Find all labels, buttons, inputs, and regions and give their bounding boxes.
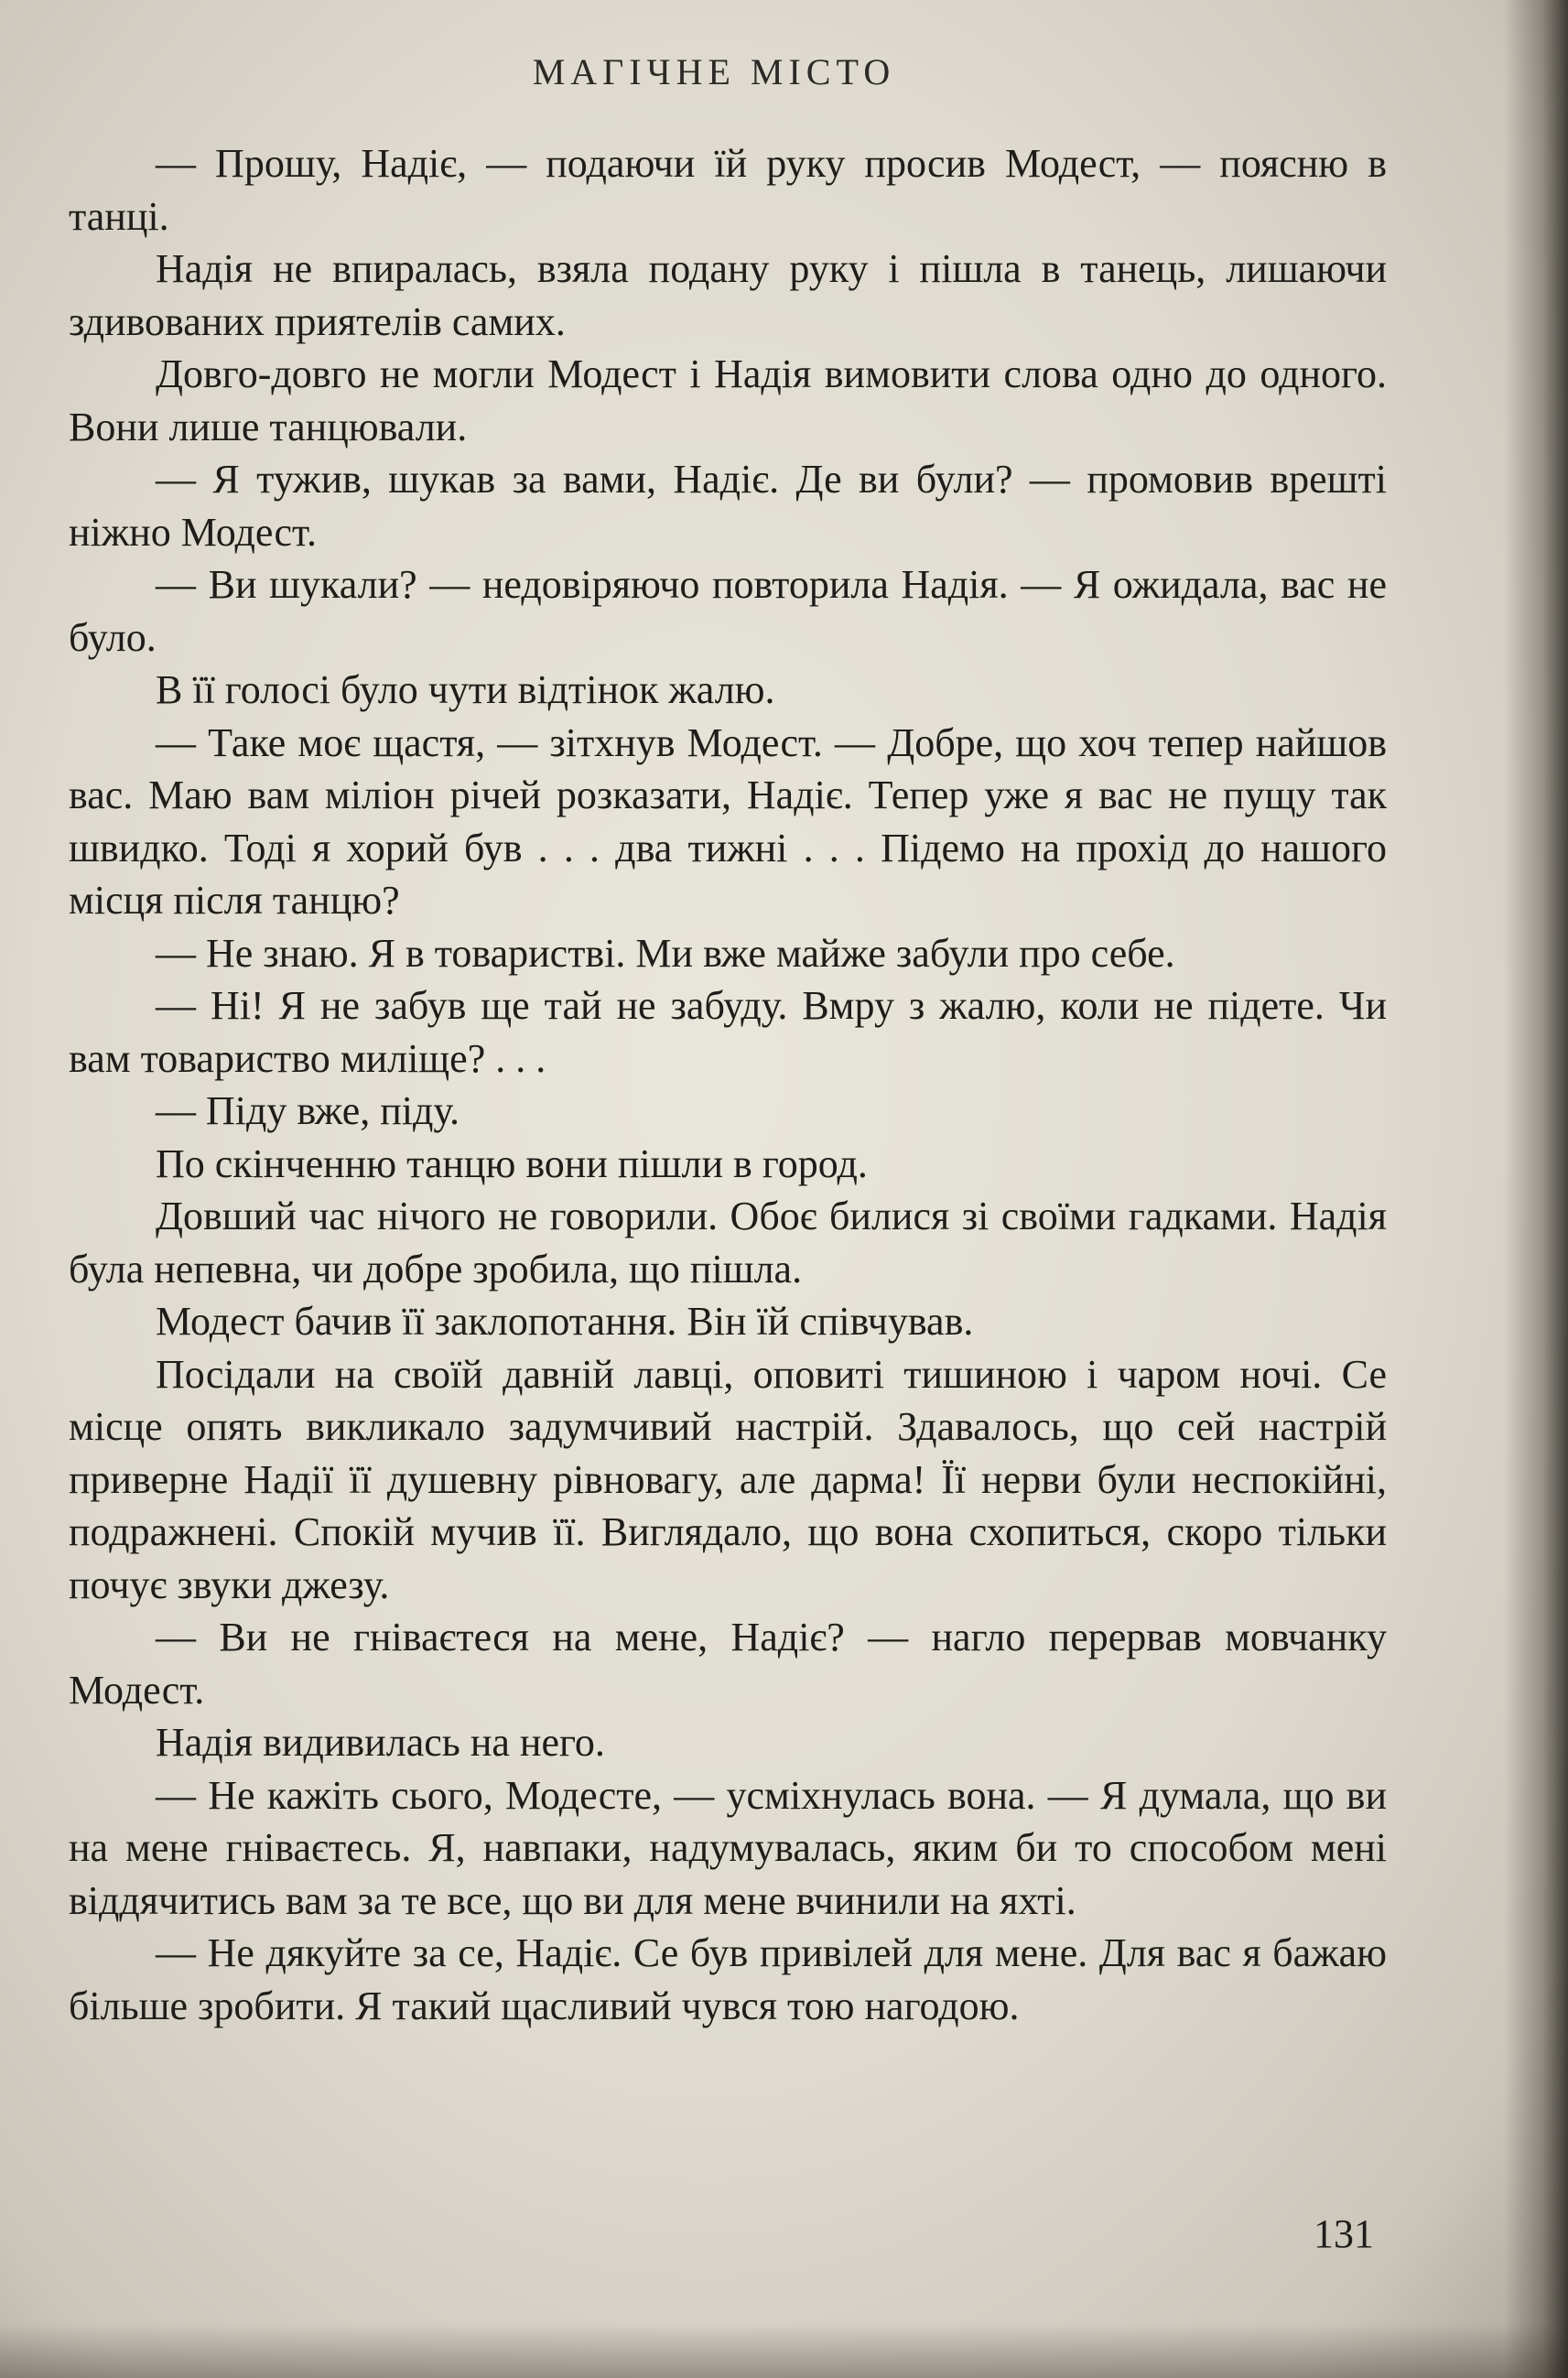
paragraph: — Таке моє щастя, — зітхнув Модест. — Добре, що хоч тепер найшов вас. Маю вам міліон річей розказати, Надіє. Тепер уже я вас не пущу так швидко. Тоді я хорий був . . . два тижні . . . Підемо на прохід до нашого місця після танцю? — [69, 719, 1387, 923]
paragraph: Надія видивилась на него. — [156, 1720, 605, 1765]
paragraph: — Я тужив, шукав за вами, Надіє. Де ви були? — промовив врешті ніжно Модест. — [69, 457, 1387, 555]
paragraph: — Не знаю. Я в товаристві. Ми вже майже забули про себе. — [156, 930, 1175, 976]
paragraph: По скінченню танцю вони пішли в город. — [156, 1140, 868, 1186]
page-edge-shadow — [1504, 0, 1568, 2378]
paragraph: Довший час нічого не говорили. Обоє билися зі своїми гадками. Надія була непевна, чи добре зробила, що пішла. — [69, 1194, 1387, 1292]
paragraph: — Прошу, Надіє, — подаючи їй руку просив Модест, — поясню в танці. — [69, 141, 1387, 239]
paragraph: Довго-довго не могли Модест і Надія вимовити слова одно до одного. Вони лише танцювали. — [69, 351, 1387, 449]
paragraph: — Ні! Я не забув ще тай не забуду. Вмру з жалю, коли не підете. Чи вам товариство миліще? . . . — [69, 983, 1387, 1081]
paragraph: — Ви шукали? — недовіряючо повторила Надія. — Я ожидала, вас не було. — [69, 562, 1387, 660]
paragraph: В її голосі було чути відтінок жалю. — [156, 667, 775, 712]
page-bottom-shadow — [0, 2323, 1568, 2378]
page-number: 131 — [1314, 2211, 1374, 2256]
running-title: МАГІЧНЕ МІСТО — [532, 51, 896, 92]
paragraph: — Ви не гніваєтеся на мене, Надіє? — нагло перервав мовчанку Модест. — [69, 1615, 1387, 1713]
body-text — [69, 137, 1387, 2032]
paragraph: — Не дякуйте за се, Надіє. Се був привілей для мене. Для вас я бажаю більше зробити. Я такий щасливий чувся тою нагодою. — [69, 1930, 1387, 2028]
paragraph: Модест бачив її заклопотання. Він їй співчував. — [156, 1299, 974, 1344]
paragraph: Посідали на своїй давній лавці, оповиті тишиною і чаром ночі. Се місце опять викликало задумчивий настрій. Здавалось, що сей настрій приверне Надії її душевну рівновагу, але дарма! Її нерви були неспокійні, подражнені. Спокій мучив її. Виглядало, що вона схопиться, скоро тільки почує звуки джезу. — [69, 1351, 1387, 1607]
paragraph: Надія не впиралась, взяла подану руку і пішла в танець, лишаючи здивованих приятелів самих. — [69, 246, 1387, 344]
paragraph: — Піду вже, піду. — [156, 1088, 460, 1133]
paragraph: — Не кажіть сього, Модесте, — усміхнулась вона. — Я думала, що ви на мене гніваєтесь. Я, навпаки, надумувалась, яким би то способом мені віддячитись вам за те все, що ви для мене вчинили на яхті. — [69, 1772, 1387, 1923]
